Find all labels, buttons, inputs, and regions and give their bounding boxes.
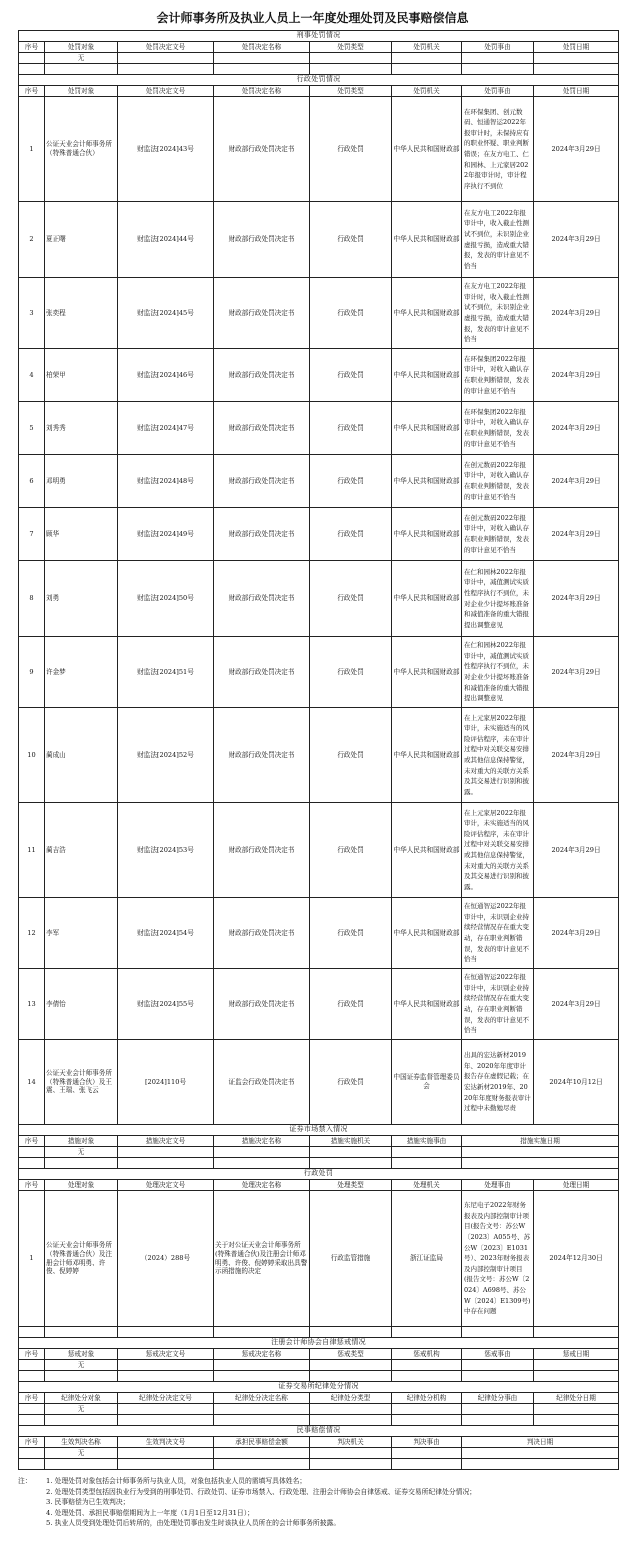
penalty-date: 2024年3月29日 [534, 455, 619, 508]
penalty-target: 公证天业会计师事务所（特殊普通合伙）及王震、王瑞、张飞云 [45, 1040, 118, 1125]
penalty-name: 财政部行政处罚决定书 [214, 508, 310, 561]
measure-reason: 东尼电子2022年财务报表及内部控制审计项目(报告文号：苏公W〔2023〕A055号、苏公W〔2023〕E1031号）、2023年财务报表及内部控制审计项目(报告文号：苏公W〔2024〕A698号、苏公W〔2024〕E1309号)中存在问题 [462, 1191, 534, 1327]
penalty-date: 2024年3月29日 [534, 969, 619, 1040]
header-row [19, 1437, 619, 1448]
section-title-civil: 民事赔偿情况 [19, 1426, 619, 1437]
table-row [19, 898, 619, 969]
header-cell: 惩戒机构 [392, 1349, 462, 1360]
row-number: 3 [19, 278, 45, 349]
header-cell: 纪律处分决定名称 [214, 1393, 310, 1404]
penalty-rows [19, 97, 619, 1125]
penalty-name: 财政部行政处罚决定书 [214, 803, 310, 898]
penalty-type: 行政处罚 [310, 278, 392, 349]
penalty-date: 2024年3月29日 [534, 637, 619, 708]
table-row [19, 53, 619, 64]
empty-marker: 无 [45, 1147, 118, 1158]
header-cell: 措施实施日期 [462, 1136, 619, 1147]
section-title-exchange: 证券交易所纪律处分情况 [19, 1382, 619, 1393]
header-cell: 纪律处分日期 [534, 1393, 619, 1404]
header-cell: 序号 [19, 1349, 45, 1360]
penalty-name: 财政部行政处罚决定书 [214, 561, 310, 637]
penalty-org: 中华人民共和国财政部 [392, 898, 462, 969]
header-row [19, 1180, 619, 1191]
penalty-org: 中华人民共和国财政部 [392, 97, 462, 202]
penalty-name: 财政部行政处罚决定书 [214, 969, 310, 1040]
penalty-target: 李倩怡 [45, 969, 118, 1040]
penalty-target: 李军 [45, 898, 118, 969]
table-row [19, 455, 619, 508]
table-cell [214, 53, 310, 64]
header-cell: 处理类型 [310, 1180, 392, 1191]
penalty-type: 行政处罚 [310, 349, 392, 402]
penalty-date: 2024年3月29日 [534, 508, 619, 561]
header-cell: 处罚机关 [392, 42, 462, 53]
header-cell: 处罚类型 [310, 86, 392, 97]
penalty-target: 夏正曙 [45, 202, 118, 278]
header-row [19, 1349, 619, 1360]
header-cell: 处罚决定名称 [214, 86, 310, 97]
footnote-item: 3. 民事赔偿为已生效判决； [46, 1498, 130, 1507]
penalty-name: 财政部行政处罚决定书 [214, 455, 310, 508]
penalty-doc-number: 财监法[2024]52号 [118, 708, 214, 803]
row-number: 7 [19, 508, 45, 561]
penalty-doc-number: 财监法[2024]51号 [118, 637, 214, 708]
penalty-reason: 在友方电工2022年报审计中，收入截止性测试不到位，未识别企业虚报亏损，造成重大错报，发表的审计意见不恰当 [462, 202, 534, 278]
row-number: 8 [19, 561, 45, 637]
penalty-doc-number: 财监法[2024]44号 [118, 202, 214, 278]
penalty-type: 行政处罚 [310, 803, 392, 898]
table-row [19, 1459, 619, 1470]
header-cell: 处罚类型 [310, 42, 392, 53]
penalty-org: 中华人民共和国财政部 [392, 202, 462, 278]
penalty-date: 2024年3月29日 [534, 803, 619, 898]
row-number: 11 [19, 803, 45, 898]
table-row [19, 803, 619, 898]
measure-type: 行政监管措施 [310, 1191, 392, 1327]
disclosure-table [18, 30, 619, 1470]
section-row [19, 1125, 619, 1136]
header-cell: 处罚决定文号 [118, 42, 214, 53]
penalty-name: 财政部行政处罚决定书 [214, 278, 310, 349]
penalty-reason: 在仁和园林2022年报审计中，减值测试实质性程序执行不到位，未对企业少计提坏账准备和减值准备的重大错报提出调整意见 [462, 637, 534, 708]
table-row [19, 1415, 619, 1426]
penalty-doc-number: 财监法[2024]46号 [118, 349, 214, 402]
section-row [19, 31, 619, 42]
penalty-type: 行政处罚 [310, 969, 392, 1040]
penalty-doc-number: 财监法[2024]48号 [118, 455, 214, 508]
penalty-target: 许金梦 [45, 637, 118, 708]
header-cell: 措施实施机关 [310, 1136, 392, 1147]
penalty-org: 中华人民共和国财政部 [392, 637, 462, 708]
penalty-reason: 在创元数码2022年报审计中，对收入确认存在职业判断错误，发表的审计意见不恰当 [462, 508, 534, 561]
penalty-date: 2024年3月29日 [534, 898, 619, 969]
header-cell: 纪律处分对象 [45, 1393, 118, 1404]
row-number: 6 [19, 455, 45, 508]
header-row [19, 86, 619, 97]
header-cell: 生效判决文号 [118, 1437, 214, 1448]
header-cell: 惩戒事由 [462, 1349, 534, 1360]
header-cell: 纪律处分类型 [310, 1393, 392, 1404]
row-number: 14 [19, 1040, 45, 1125]
penalty-name: 财政部行政处罚决定书 [214, 97, 310, 202]
header-cell: 处罚事由 [462, 42, 534, 53]
section-title-admin-penalty: 行政处罚情况 [19, 75, 619, 86]
penalty-reason: 在友方电工2022年报审计时，收入截止性测试不到位，未识别企业虚报亏损，造成重大错报，发表的审计意见不恰当 [462, 278, 534, 349]
penalty-type: 行政处罚 [310, 402, 392, 455]
table-row [19, 64, 619, 75]
table-row [19, 1158, 619, 1169]
table-row [19, 402, 619, 455]
header-cell: 措施决定文号 [118, 1136, 214, 1147]
penalty-target: 公证天业会计师事务所（特殊普通合伙） [45, 97, 118, 202]
header-cell: 处罚决定名称 [214, 42, 310, 53]
penalty-org: 中国证券监督管理委员会 [392, 1040, 462, 1125]
header-cell: 承担民事赔偿金额 [214, 1437, 310, 1448]
measure-doc-number: （2024）288号 [118, 1191, 214, 1327]
row-number: 12 [19, 898, 45, 969]
header-cell: 处罚对象 [45, 42, 118, 53]
footnotes [18, 1476, 618, 1529]
row-number: 4 [19, 349, 45, 402]
penalty-date: 2024年10月12日 [534, 1040, 619, 1125]
row-number: 13 [19, 969, 45, 1040]
header-cell: 判决事由 [392, 1437, 462, 1448]
penalty-org: 中华人民共和国财政部 [392, 803, 462, 898]
header-cell: 纪律处分事由 [462, 1393, 534, 1404]
penalty-reason: 在恒通智运2022年报审计中，未识别企业持续经营情况存在重大变动，存在职业判断错误，发表的审计意见不恰当 [462, 969, 534, 1040]
table-row [19, 1404, 619, 1415]
penalty-date: 2024年3月29日 [534, 278, 619, 349]
section-row [19, 1382, 619, 1393]
measure-date: 2024年12月30日 [534, 1191, 619, 1327]
empty-marker: 无 [45, 1404, 118, 1415]
penalty-date: 2024年3月29日 [534, 202, 619, 278]
penalty-target: 顾华 [45, 508, 118, 561]
header-cell: 措施对象 [45, 1136, 118, 1147]
section-row [19, 1338, 619, 1349]
penalty-org: 中华人民共和国财政部 [392, 349, 462, 402]
table-row [19, 561, 619, 637]
table-cell [19, 53, 45, 64]
penalty-reason: 出具的宏达新材2019年、2020年年度审计报告存在虚假记载；在宏达新材2019年、2020年年度财务报表审计过程中未勤勉尽责 [462, 1040, 534, 1125]
penalty-org: 中华人民共和国财政部 [392, 455, 462, 508]
table-row [19, 278, 619, 349]
penalty-type: 行政处罚 [310, 455, 392, 508]
header-cell: 惩戒决定文号 [118, 1349, 214, 1360]
header-cell: 处罚机关 [392, 86, 462, 97]
row-number: 2 [19, 202, 45, 278]
table-cell [310, 53, 392, 64]
table-row [19, 508, 619, 561]
table-cell [392, 53, 462, 64]
section-title-criminal: 刑事处罚情况 [19, 31, 619, 42]
footnote-item: 5. 执业人员受到处理处罚后转所的，由处理处罚事由发生时该执业人员所在的会计师事务所披露。 [46, 1519, 341, 1528]
section-row [19, 1169, 619, 1180]
penalty-name: 财政部行政处罚决定书 [214, 402, 310, 455]
header-cell: 惩戒日期 [534, 1349, 619, 1360]
table-row [19, 97, 619, 202]
penalty-doc-number: 财监法[2024]50号 [118, 561, 214, 637]
penalty-type: 行政处罚 [310, 508, 392, 561]
header-row [19, 42, 619, 53]
header-cell: 措施实施事由 [392, 1136, 462, 1147]
table-row [19, 708, 619, 803]
penalty-type: 行政处罚 [310, 97, 392, 202]
penalty-date: 2024年3月29日 [534, 97, 619, 202]
footnote-item: 4. 处理处罚、承担民事赔偿期间为上一年度（1月1日至12月31日）； [46, 1508, 254, 1517]
table-row [19, 349, 619, 402]
row-number: 1 [19, 97, 45, 202]
header-cell: 序号 [19, 1136, 45, 1147]
footnote-label: 注： [18, 1477, 32, 1485]
penalty-date: 2024年3月29日 [534, 349, 619, 402]
penalty-date: 2024年3月29日 [534, 402, 619, 455]
header-cell: 处理决定文号 [118, 1180, 214, 1191]
empty-marker: 无 [45, 1360, 118, 1371]
penalty-type: 行政处罚 [310, 1040, 392, 1125]
footnote-item: 1. 处理处罚对象包括会计师事务所与执业人员，对象包括执业人员的需填写具体姓名； [46, 1477, 307, 1485]
row-number: 10 [19, 708, 45, 803]
row-number: 1 [19, 1191, 45, 1327]
header-cell: 序号 [19, 1180, 45, 1191]
header-cell: 处理事由 [462, 1180, 534, 1191]
section-title-cicpa: 注册会计师协会自律惩戒情况 [19, 1338, 619, 1349]
empty-marker: 无 [45, 1448, 118, 1459]
header-cell: 处罚对象 [45, 86, 118, 97]
penalty-reason: 在环保集团、创元数码、恒通智运2022年报审计时，未保持应有的职业怀疑、职业判断错误；在友方电工、仁和园林、上元家居2022年报审计时，审计程序执行不到位 [462, 97, 534, 202]
header-cell: 处理决定名称 [214, 1180, 310, 1191]
measure-target: 公证天业会计师事务所（特殊普通合伙）及注册会计师邓明勇、许俊、倪婷婷 [45, 1191, 118, 1327]
header-row [19, 1393, 619, 1404]
penalty-reason: 在仁和园林2022年报审计中，减值测试实质性程序执行不到位，未对企业少计提坏账准备和减值准备的重大错报提出调整意见 [462, 561, 534, 637]
header-cell: 纪律处分决定文号 [118, 1393, 214, 1404]
header-cell: 纪律处分机构 [392, 1393, 462, 1404]
table-cell [462, 53, 534, 64]
penalty-name: 财政部行政处罚决定书 [214, 898, 310, 969]
penalty-target: 张奕程 [45, 278, 118, 349]
penalty-doc-number: 财监法[2024]55号 [118, 969, 214, 1040]
table-row [19, 1371, 619, 1382]
penalty-org: 中华人民共和国财政部 [392, 708, 462, 803]
measure-org: 浙江证监局 [392, 1191, 462, 1327]
table-row [19, 1360, 619, 1371]
penalty-reason: 在环保集团2022年报审计中，对收入确认存在职业判断错误，发表的审计意见不恰当 [462, 402, 534, 455]
penalty-target: 蔺吉浩 [45, 803, 118, 898]
table-row [19, 202, 619, 278]
penalty-org: 中华人民共和国财政部 [392, 969, 462, 1040]
penalty-date: 2024年3月29日 [534, 708, 619, 803]
penalty-reason: 在创元数码2022年报审计中，对收入确认存在职业判断错误，发表的审计意见不恰当 [462, 455, 534, 508]
penalty-type: 行政处罚 [310, 637, 392, 708]
table-cell [534, 53, 619, 64]
footnote-item: 2. 处理处罚类型包括因执业行为受到的刑事处罚、行政处罚、证券市场禁入、行政处理、注册会计师协会自律惩戒、证券交易所纪律处分情况； [46, 1487, 477, 1496]
header-cell: 生效判决名称 [45, 1437, 118, 1448]
penalty-date: 2024年3月29日 [534, 561, 619, 637]
header-row [19, 1136, 619, 1147]
section-title-market-ban: 证券市场禁入情况 [19, 1125, 619, 1136]
penalty-doc-number: 财监法[2024]53号 [118, 803, 214, 898]
header-cell: 处罚日期 [534, 86, 619, 97]
row-number: 9 [19, 637, 45, 708]
penalty-target: 柏荣甲 [45, 349, 118, 402]
header-cell: 判决机关 [310, 1437, 392, 1448]
header-cell: 惩戒决定名称 [214, 1349, 310, 1360]
penalty-target: 刘秀秀 [45, 402, 118, 455]
header-cell: 处理机关 [392, 1180, 462, 1191]
penalty-name: 财政部行政处罚决定书 [214, 708, 310, 803]
table-cell [118, 53, 214, 64]
table-row [19, 1147, 619, 1158]
header-cell: 处罚日期 [534, 42, 619, 53]
penalty-name: 财政部行政处罚决定书 [214, 637, 310, 708]
table-row [19, 1191, 619, 1327]
penalty-org: 中华人民共和国财政部 [392, 278, 462, 349]
penalty-doc-number: 财监法[2024]47号 [118, 402, 214, 455]
penalty-type: 行政处罚 [310, 898, 392, 969]
penalty-doc-number: 财监法[2024]45号 [118, 278, 214, 349]
header-cell: 判决日期 [462, 1437, 619, 1448]
header-cell: 序号 [19, 42, 45, 53]
header-cell: 序号 [19, 86, 45, 97]
penalty-type: 行政处罚 [310, 561, 392, 637]
penalty-doc-number: 财监法[2024]43号 [118, 97, 214, 202]
penalty-type: 行政处罚 [310, 202, 392, 278]
penalty-org: 中华人民共和国财政部 [392, 561, 462, 637]
header-cell: 措施决定名称 [214, 1136, 310, 1147]
header-cell: 惩戒对象 [45, 1349, 118, 1360]
empty-marker: 无 [45, 53, 118, 64]
penalty-target: 刘勇 [45, 561, 118, 637]
header-cell: 惩戒类型 [310, 1349, 392, 1360]
penalty-reason: 在环保集团2022年报审计中，对收入确认存在职业判断错误，发表的审计意见不恰当 [462, 349, 534, 402]
penalty-target: 蔺成山 [45, 708, 118, 803]
penalty-doc-number: 财监法[2024]49号 [118, 508, 214, 561]
header-cell: 处罚事由 [462, 86, 534, 97]
section-row [19, 1426, 619, 1437]
penalty-reason: 在上元家居2022年报审计，未实施适当的风险评估程序，未在审计过程中对关联交易安排或其他信息保持警觉，未对重大的关联方关系及其交易进行识别和披露。 [462, 708, 534, 803]
page-title: 会计师事务所及执业人员上一年度处理处罚及民事赔偿信息 [156, 11, 469, 25]
section-row [19, 75, 619, 86]
penalty-name: 证监会行政处罚决定书 [214, 1040, 310, 1125]
table-row [19, 637, 619, 708]
measure-name: 关于对公证天业会计师事务所(特殊普通合伙)及注册会计师邓明勇、许俊、倪婷婷采取出具警示函措施的决定 [214, 1191, 310, 1327]
header-cell: 处理对象 [45, 1180, 118, 1191]
row-number: 5 [19, 402, 45, 455]
penalty-target: 邓明勇 [45, 455, 118, 508]
penalty-type: 行政处罚 [310, 708, 392, 803]
penalty-reason: 在上元家居2022年报审计，未实施适当的风险评估程序，未在审计过程中对关联交易安排或其他信息保持警觉，未对重大的关联方关系及其交易进行识别和披露。 [462, 803, 534, 898]
penalty-doc-number: [2024]110号 [118, 1040, 214, 1125]
header-cell: 处理日期 [534, 1180, 619, 1191]
penalty-org: 中华人民共和国财政部 [392, 508, 462, 561]
table-row [19, 969, 619, 1040]
header-cell: 处罚决定文号 [118, 86, 214, 97]
penalty-doc-number: 财监法[2024]54号 [118, 898, 214, 969]
penalty-name: 财政部行政处罚决定书 [214, 202, 310, 278]
table-row [19, 1327, 619, 1338]
penalty-name: 财政部行政处罚决定书 [214, 349, 310, 402]
table-row [19, 1448, 619, 1459]
penalty-reason: 在恒通智运2022年报审计中，未识别企业持续经营情况存在重大变动，存在职业判断错误，发表的审计意见不恰当 [462, 898, 534, 969]
penalty-org: 中华人民共和国财政部 [392, 402, 462, 455]
table-row [19, 1040, 619, 1125]
header-cell: 序号 [19, 1437, 45, 1448]
header-cell: 序号 [19, 1393, 45, 1404]
section-title-admin-measure: 行政处罚 [19, 1169, 619, 1180]
